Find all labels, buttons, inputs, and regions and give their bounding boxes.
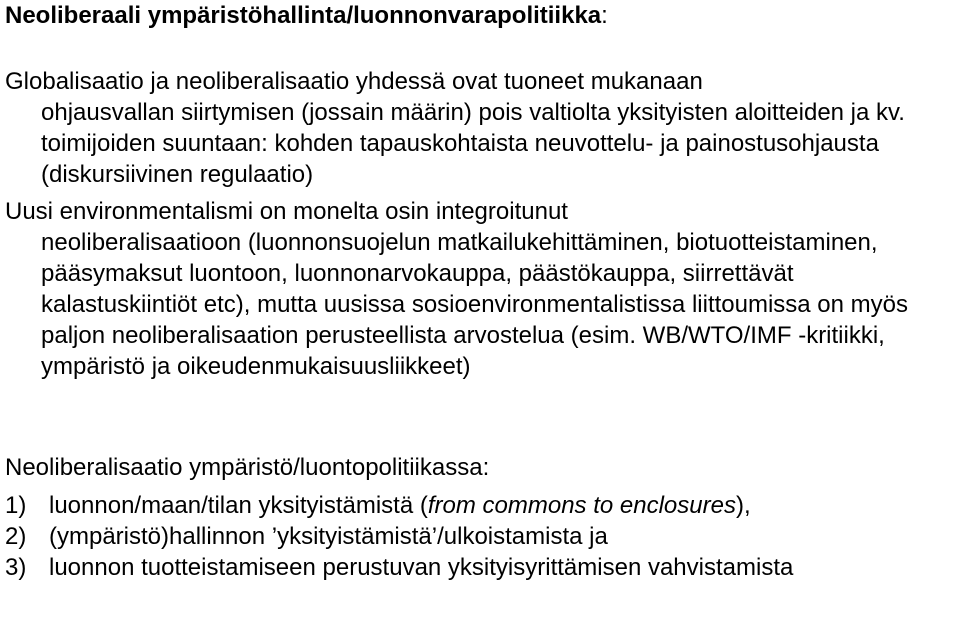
paragraph-environmentalism: [5, 196, 945, 382]
list-item-text: luonnon/maan/tilan yksityistämistä (: [49, 492, 428, 519]
subheading: Neoliberalisaatio ympäristö/luontopolitiikassa:: [5, 454, 490, 481]
slide-title-text: Neoliberaali ympäristöhallinta/luonnonvarapolitiikka: [5, 2, 602, 29]
paragraph-globalisation-first-line: Globalisaatio ja neoliberalisaatio yhdessä ovat tuoneet mukanaan: [5, 68, 703, 95]
list-item-text: luonnon tuotteistamiseen perustuvan yksityisyrittämisen vahvistamista: [49, 554, 794, 581]
list-item-number: 2): [5, 523, 27, 550]
list-item-number: 3): [5, 554, 27, 581]
paragraph-globalisation: [5, 66, 925, 190]
list-item-italic-text: from commons to enclosures: [427, 492, 736, 519]
list-item-text-end: ),: [735, 492, 751, 519]
paragraph-environmentalism-first-line: Uusi environmentalismi on monelta osin integroitunut: [5, 198, 568, 225]
slide-title-colon: :: [601, 2, 608, 29]
paragraph-globalisation-continuation: ohjausvallan siirtymisen (jossain määrin) pois valtiolta yksityisten aloitteiden ja kv. toimijoiden suuntaan: kohden tapauskohtaista neuvottelu- ja painostusohjausta (diskursiivinen regulaatio): [41, 99, 905, 188]
slide-title: [5, 0, 608, 32]
list-item-number: 1): [5, 492, 27, 519]
list-item: [5, 552, 955, 583]
list-item: [5, 490, 955, 521]
paragraph-environmentalism-continuation: neoliberalisaatioon (luonnonsuojelun matkailukehittäminen, biotuotteistaminen, pääsymaksut luontoon, luonnonarvokauppa, päästökauppa, siirrettävät kalastuskiintiöt etc), mutta uusissa sosioenvironmentalistissa liittoumissa on myös paljon neoliberalisaation perusteellista arvostelua (esim. WB/WTO/IMF -kritiikki, ympäristö ja oikeudenmukaisuusliikkeet): [41, 229, 909, 380]
numbered-list: [5, 490, 955, 583]
list-item-text: (ympäristö)hallinnon ’yksityistämistä’/ulkoistamista ja: [49, 523, 608, 550]
list-item: [5, 521, 955, 552]
